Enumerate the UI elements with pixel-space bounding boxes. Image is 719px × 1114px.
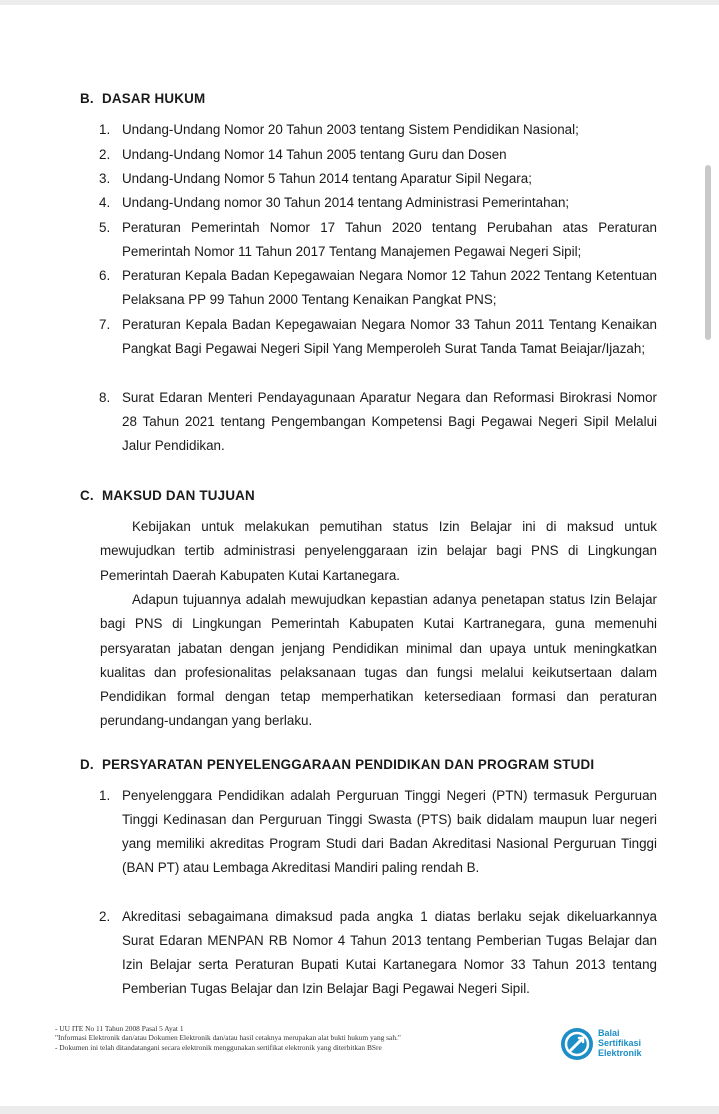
section-c-title: MAKSUD DAN TUJUAN — [102, 488, 255, 503]
list-text: Peraturan Kepala Badan Kepegawaian Negara Nomor 33 Tahun 2011 Tentang Kenaikan Pangkat Bagi Pegawai Negeri Sipil Yang Memperoleh Surat Tanda Tamat Beiajar/Ijazah; — [122, 317, 657, 356]
list-number: 8. — [99, 390, 111, 405]
list-item — [99, 143, 657, 167]
list-text: Peraturan Kepala Badan Kepegawaian Negara Nomor 12 Tahun 2022 Tentang Ketentuan Pelaksana PP 99 Tahun 2000 Tentang Kenaikan Pangkat PNS; — [122, 268, 657, 307]
section-b-heading — [80, 91, 205, 106]
list-item — [99, 216, 657, 264]
section-b-letter: B. — [80, 91, 94, 106]
section-d-title: PERSYARATAN PENYELENGGARAAN PENDIDIKAN DAN PROGRAM STUDI — [102, 757, 595, 772]
list-item — [99, 167, 657, 191]
list-text: Penyelenggara Pendidikan adalah Perguruan Tinggi Negeri (PTN) termasuk Perguruan Tinggi Kedinasan dan Perguruan Tinggi Swasta (PTS) baik didalam maupun luar negeri yang memiliki akreditas Program Studi dari Badan Akreditasi Nasional Perguruan Tinggi (BAN PT) atau Lembaga Akreditasi Mandiri paling rendah B. — [122, 788, 657, 875]
list-item — [99, 313, 657, 361]
list-text: Peraturan Pemerintah Nomor 17 Tahun 2020 tentang Perubahan atas Peraturan Pemerintah Nomor 11 Tahun 2017 Tentang Manajemen Pegawai Negeri Sipil; — [122, 220, 657, 259]
bsre-logo-line: Elektronik — [598, 1047, 642, 1058]
list-text: Undang-Undang Nomor 14 Tahun 2005 tentang Guru dan Dosen — [122, 147, 507, 162]
bsre-logo-line: Sertifikasi — [598, 1037, 642, 1048]
list-number: 6. — [99, 268, 111, 283]
list-text: Undang-Undang Nomor 5 Tahun 2014 tentang Aparatur Sipil Negara; — [122, 171, 532, 186]
list-number: 1. — [99, 122, 111, 137]
list-item — [99, 905, 657, 1001]
document-page — [0, 5, 719, 1106]
list-text: Undang-Undang nomor 30 Tahun 2014 tentang Administrasi Pemerintahan; — [122, 195, 570, 210]
list-text: Akreditasi sebagaimana dimaksud pada angka 1 diatas berlaku sejak dikeluarkannya Surat Edaran MENPAN RB Nomor 4 Tahun 2013 tentang Pemberian Tugas Belajar dan Izin Belajar serta Peraturan Bupati Kutai Kartanegara Nomor 33 Tahun 2013 tentang Pemberian Tugas Belajar dan Izin Belajar Bagi Pegawai Negeri Sipil. — [122, 909, 657, 996]
list-item — [99, 191, 657, 215]
footer-line: "Informasi Elektronik dan/atau Dokumen Elektronik dan/atau hasil cetaknya merupakan alat bukti hukum yang sah." — [55, 1033, 401, 1043]
footer-line: - UU ITE No 11 Tahun 2008 Pasal 5 Ayat 1 — [55, 1024, 184, 1033]
list-item — [99, 264, 657, 312]
list-item — [99, 118, 657, 142]
section-d-heading — [80, 757, 594, 772]
list-item — [99, 784, 657, 880]
paragraph: Adapun tujuannya adalah mewujudkan kepastian adanya penetapan status Izin Belajar bagi PNS di Lingkungan Pemerintah Kabupaten Kutai Kartranegara, guna memenuhi persyaratan jabatan dengan jenjang Pendidikan minimal dan upaya untuk meningkatkan kualitas dan profesionalitas pelaksanaan tugas dan fungsi melalui keikutsertaan dalam Pendidikan formal dengan tetap memperhatikan ketersediaan formasi dan peraturan perundang-undangan yang berlaku. — [100, 592, 657, 729]
list-item — [99, 386, 657, 458]
section-b-title: DASAR HUKUM — [102, 91, 206, 106]
section-d-letter: D. — [80, 757, 94, 772]
list-number: 5. — [99, 220, 111, 235]
list-text: Surat Edaran Menteri Pendayagunaan Aparatur Negara dan Reformasi Birokrasi Nomor 28 Tahun 2021 tentang Pengembangan Kompetensi Bagi Pegawai Negeri Sipil Melalui Jalur Pendidikan. — [122, 390, 657, 453]
bsre-logo-text — [598, 1029, 642, 1058]
list-number: 7. — [99, 317, 111, 332]
section-c-letter: C. — [80, 488, 94, 503]
list-number: 2. — [99, 147, 111, 162]
list-number: 4. — [99, 195, 111, 210]
footer-notes — [55, 1024, 535, 1052]
paragraph: Kebijakan untuk melakukan pemutihan status Izin Belajar ini di maksud untuk mewujudkan tertib administrasi penyelenggaraan izin belajar bagi PNS di Lingkungan Pemerintah Daerah Kabupaten Kutai Kartanegara. — [100, 519, 657, 583]
list-number: 1. — [99, 788, 111, 803]
section-c-heading — [80, 488, 255, 503]
list-text: Undang-Undang Nomor 20 Tahun 2003 tentang Sistem Pendidikan Nasional; — [122, 122, 579, 137]
footer-line: - Dokumen ini telah ditandatangani secara elektronik menggunakan sertifikat elektronik yang diterbitkan BSre — [55, 1042, 382, 1052]
list-number: 2. — [99, 909, 111, 924]
bsre-logo — [559, 1024, 669, 1064]
vertical-scrollbar[interactable] — [705, 165, 711, 340]
bsre-logo-line: Balai — [598, 1028, 620, 1038]
list-number: 3. — [99, 171, 111, 186]
bsre-logo-icon — [559, 1026, 595, 1062]
